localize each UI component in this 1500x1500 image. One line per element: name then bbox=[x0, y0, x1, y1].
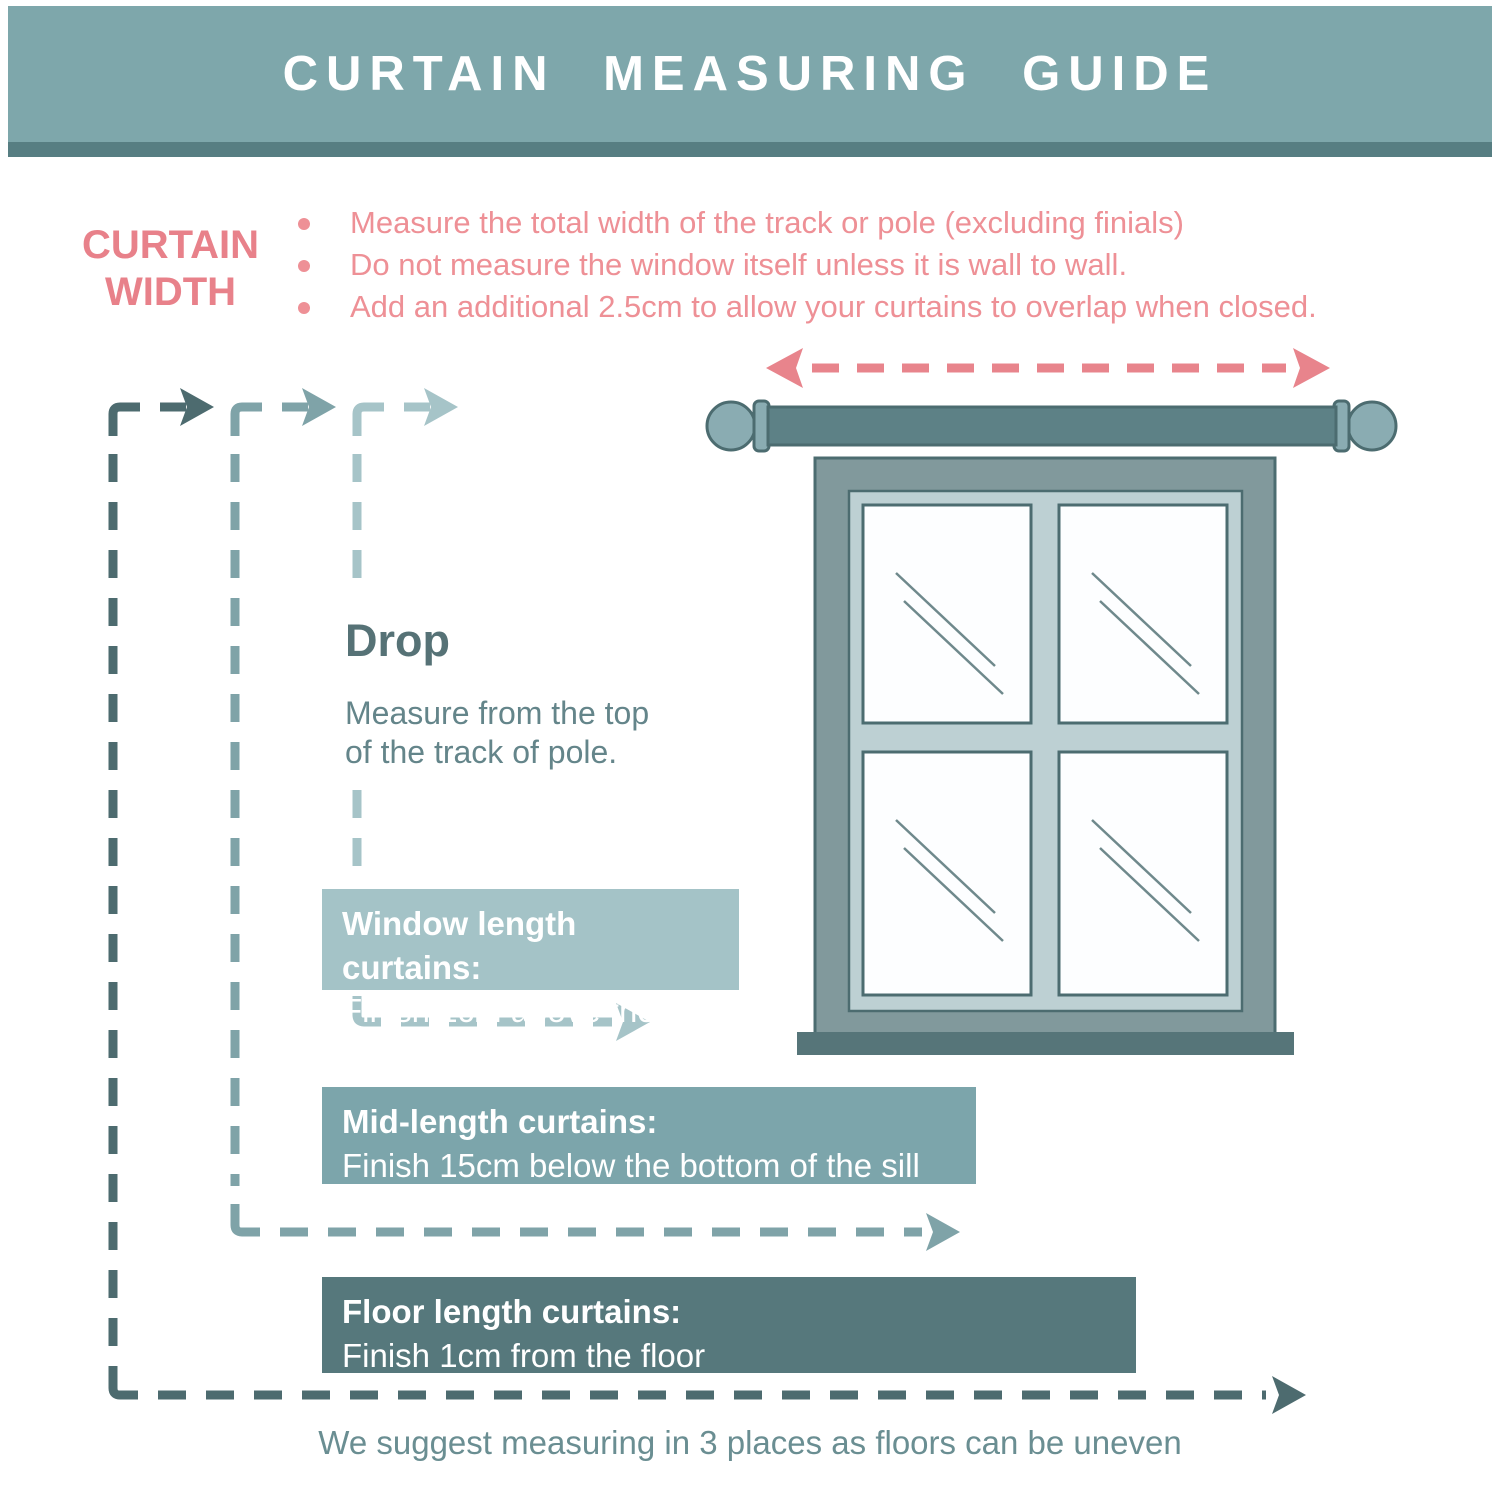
box-title: Floor length curtains: bbox=[342, 1293, 682, 1330]
width-measure-arrow bbox=[766, 348, 1330, 388]
drop-description: Measure from the top of the track of pole. bbox=[345, 695, 650, 771]
window-illustration bbox=[797, 458, 1294, 1055]
window-pane bbox=[863, 505, 1031, 723]
window-pane bbox=[1059, 505, 1227, 723]
bullet-text: Add an additional 2.5cm to allow your curtains to overlap when closed. bbox=[350, 289, 1317, 324]
pole-bar bbox=[768, 407, 1336, 445]
pole-finial-left bbox=[707, 402, 755, 450]
curtain-pole bbox=[707, 401, 1396, 451]
page-title: CURTAIN MEASURING GUIDE bbox=[282, 47, 1218, 101]
drop-line-bottom-arrowhead bbox=[1272, 1376, 1306, 1414]
drop-line-bottom-corner bbox=[235, 1204, 260, 1232]
box-title: Window length curtains: bbox=[342, 905, 577, 986]
pole-finial-right bbox=[1348, 402, 1396, 450]
window-sill bbox=[797, 1032, 1294, 1055]
box-subtitle: Finish 1cm from the floor bbox=[342, 1336, 706, 1374]
drop-heading: Drop bbox=[345, 615, 450, 666]
window-pane bbox=[1059, 752, 1227, 995]
floor-length-box bbox=[322, 1277, 1136, 1373]
box-title: Mid-length curtains: bbox=[342, 1103, 658, 1140]
bullet-text: Do not measure the window itself unless it is wall to wall. bbox=[350, 247, 1128, 282]
curtain-width-label: CURTAIN WIDTH bbox=[81, 223, 259, 315]
window-pane bbox=[863, 752, 1031, 995]
box-subtitle: Finish 15cm below the bottom of the sill bbox=[342, 1146, 920, 1184]
window-length-box bbox=[322, 889, 739, 1030]
drop-line-bottom-arrowhead bbox=[926, 1213, 960, 1251]
width-arrow-left-head bbox=[766, 348, 803, 388]
box-subtitle: Finish 1cm above the sill bbox=[342, 992, 704, 1030]
drop-line-top-corner bbox=[113, 407, 140, 436]
drop-line-bottom-corner bbox=[113, 1366, 138, 1395]
width-arrow-right-head bbox=[1293, 348, 1330, 388]
drop-line-top-corner bbox=[357, 407, 384, 436]
mid-length-box bbox=[322, 1087, 976, 1184]
drop-line-top-corner bbox=[235, 407, 262, 436]
bullet-text: Measure the total width of the track or pole (excluding finials) bbox=[350, 205, 1184, 240]
footer-note: We suggest measuring in 3 places as floors can be uneven bbox=[318, 1424, 1182, 1461]
